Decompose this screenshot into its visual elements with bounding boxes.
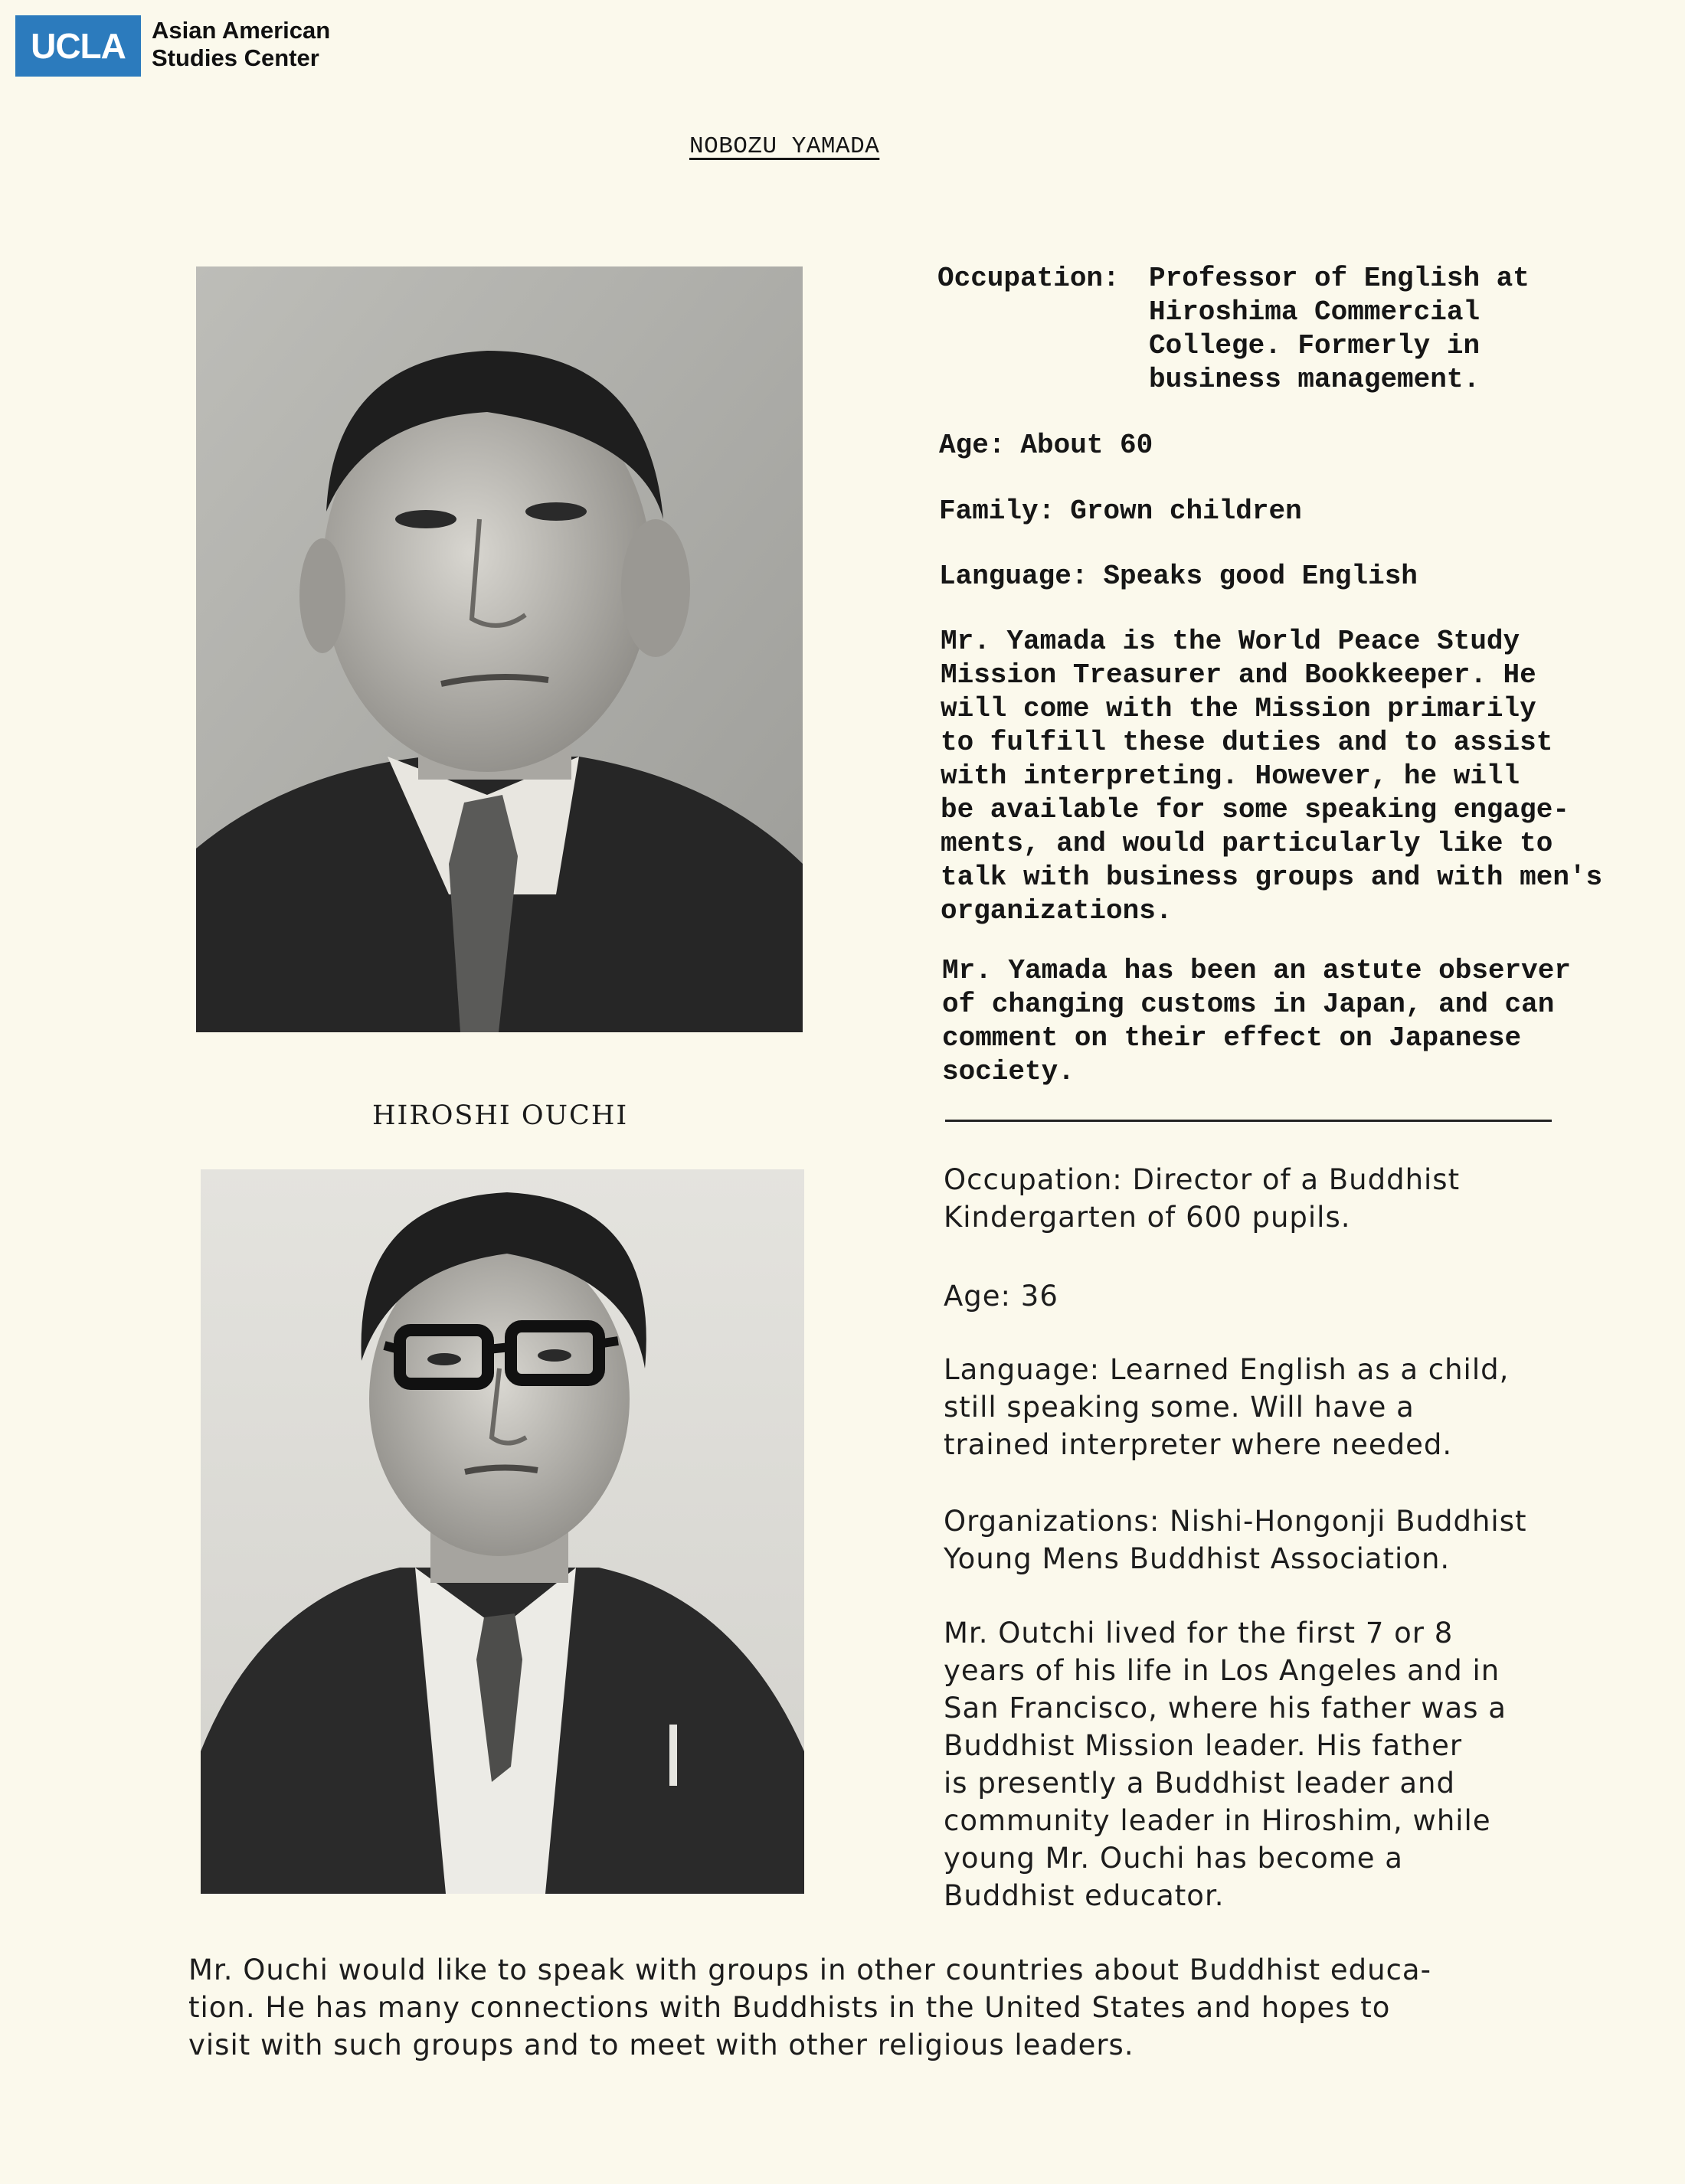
logo-caption-line2: Studies Center xyxy=(152,44,319,71)
paragraph-line: Buddhist educator. xyxy=(944,1879,1225,1912)
paragraph-line: Language: Learned English as a child, xyxy=(944,1353,1510,1386)
yamada-language xyxy=(939,560,1418,593)
yamada-family-value: Grown children xyxy=(1070,495,1302,527)
yamada-observer-paragraph xyxy=(942,954,1571,1089)
ouchi-name-heading: HIROSHI OUCHI xyxy=(372,1100,629,1131)
yamada-language-label: Language: xyxy=(939,561,1088,592)
paragraph-line: tion. He has many connections with Buddhists in the United States and hopes to xyxy=(188,1991,1391,2024)
paragraph-line: society. xyxy=(942,1056,1075,1087)
paragraph-line: visit with such groups and to meet with other religious leaders. xyxy=(188,2029,1134,2061)
paragraph-line: organizations. xyxy=(941,895,1173,927)
yamada-occupation-line: Hiroshima Commercial xyxy=(1149,296,1481,328)
paragraph-line: talk with business groups and with men's xyxy=(941,862,1603,893)
paragraph-line: of changing customs in Japan, and can xyxy=(942,989,1555,1020)
paragraph-line: San Francisco, where his father was a xyxy=(944,1692,1507,1725)
paragraph-line: Age: 36 xyxy=(944,1280,1058,1313)
paragraph-line: young Mr. Ouchi has become a xyxy=(944,1842,1403,1875)
yamada-occupation-line: Professor of English at xyxy=(1149,263,1530,294)
paragraph-line: Occupation: Director of a Buddhist xyxy=(944,1163,1461,1196)
paragraph-line: Organizations: Nishi-Hongonji Buddhist xyxy=(944,1505,1527,1538)
yamada-family xyxy=(939,495,1302,528)
yamada-family-label: Family: xyxy=(939,495,1055,527)
section-divider xyxy=(945,1120,1552,1122)
yamada-age-label: Age: xyxy=(939,430,1006,461)
yamada-age-value: About 60 xyxy=(1020,430,1153,461)
ouchi-closing-paragraph xyxy=(188,1951,1431,2064)
yamada-description-paragraph xyxy=(941,625,1602,928)
logo-caption-line1: Asian American xyxy=(152,17,331,44)
paragraph-line: Mr. Outchi lived for the first 7 or 8 xyxy=(944,1617,1454,1649)
paragraph-line: Mr. Yamada is the World Peace Study xyxy=(941,626,1520,657)
paragraph-line: to fulfill these duties and to assist xyxy=(941,727,1553,758)
yamada-occupation-label: Occupation: xyxy=(937,263,1120,294)
paragraph-line: ments, and would particularly like to xyxy=(941,828,1553,859)
paragraph-line: Mr. Yamada has been an astute observer xyxy=(942,955,1571,986)
yamada-occupation-value xyxy=(1149,262,1530,397)
paragraph-line: community leader in Hiroshim, while xyxy=(944,1804,1491,1837)
yamada-portrait-photo xyxy=(196,266,803,1032)
paragraph-line: be available for some speaking engage- xyxy=(941,794,1569,826)
paragraph-line: will come with the Mission primarily xyxy=(941,693,1536,724)
ouchi-language xyxy=(944,1351,1509,1463)
paragraph-line: Kindergarten of 600 pupils. xyxy=(944,1201,1351,1234)
paragraph-line: is presently a Buddhist leader and xyxy=(944,1767,1455,1800)
paragraph-line: years of his life in Los Angeles and in xyxy=(944,1654,1500,1687)
yamada-name-heading: NOBOZU YAMADA xyxy=(689,133,880,160)
ouchi-portrait-photo xyxy=(201,1169,804,1894)
paragraph-line: Young Mens Buddhist Association. xyxy=(944,1542,1451,1575)
yamada-occupation-line: business management. xyxy=(1149,364,1481,395)
paragraph-line: Mission Treasurer and Bookkeeper. He xyxy=(941,659,1536,691)
yamada-occupation-line: College. Formerly in xyxy=(1149,330,1481,361)
yamada-age xyxy=(939,429,1153,463)
ouchi-age xyxy=(944,1277,1058,1315)
paragraph-line: comment on their effect on Japanese xyxy=(942,1022,1522,1054)
yamada-language-value: Speaks good English xyxy=(1103,561,1418,592)
ouchi-occupation xyxy=(944,1161,1460,1236)
paragraph-line: trained interpreter where needed. xyxy=(944,1428,1453,1461)
ouchi-organizations xyxy=(944,1502,1527,1578)
ucla-logo: UCLA xyxy=(15,15,141,77)
paragraph-line: still speaking some. Will have a xyxy=(944,1391,1415,1424)
paragraph-line: Buddhist Mission leader. His father xyxy=(944,1729,1463,1762)
paragraph-line: with interpreting. However, he will xyxy=(941,760,1520,792)
ouchi-description-paragraph xyxy=(944,1614,1507,1914)
logo-caption xyxy=(152,17,330,72)
paragraph-line: Mr. Ouchi would like to speak with groups in other countries about Buddhist educa- xyxy=(188,1954,1431,1986)
